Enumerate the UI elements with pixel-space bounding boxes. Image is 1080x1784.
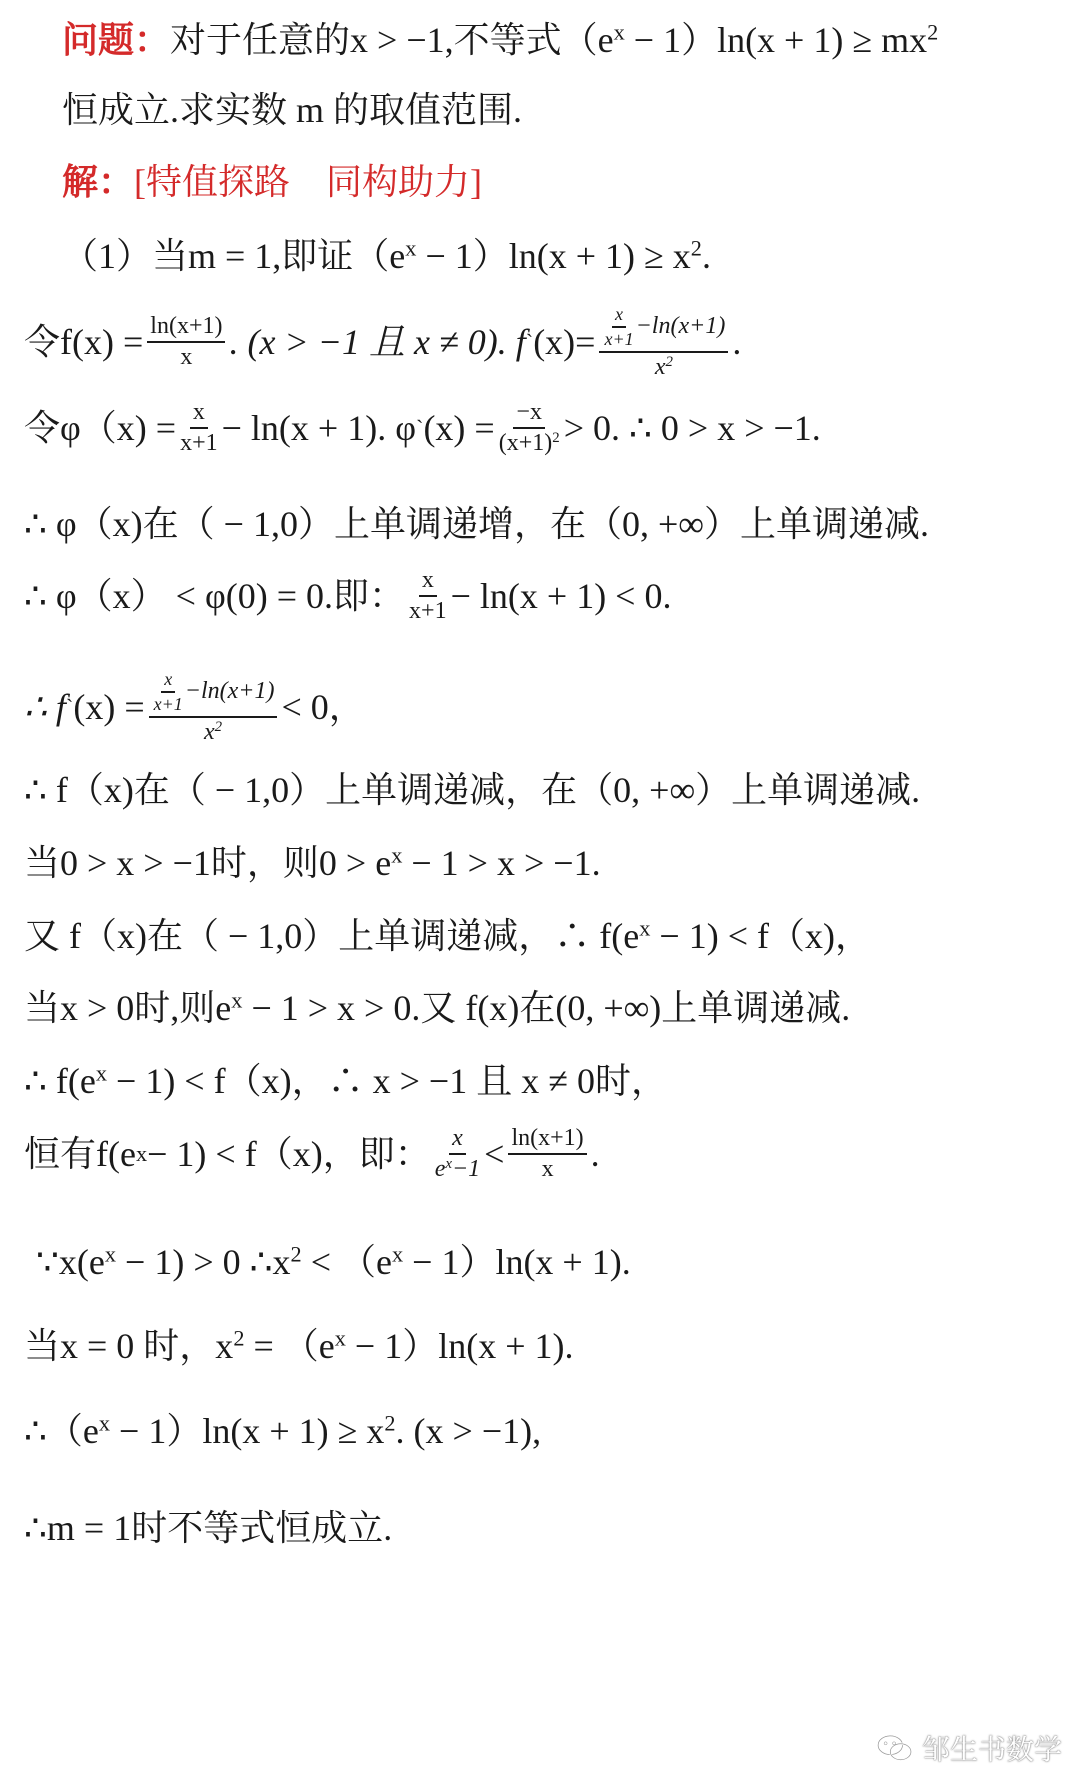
step-line-9: 又 f（x)在（ − 1,0）上单调递减，∴ $f(e^x - 1) < f(x)$， (24, 915, 871, 956)
fraction-x-over-x1: $\frac{x}{x+1}$ (180, 399, 218, 457)
fraction-derivative-b: $\frac{x}{x+1}$ −ln(x+1) $x^2$ (149, 670, 278, 745)
step-line-6: ∴ f ` (x) = $\frac{x}{x+1}$ −ln(x+1) $x^2$ < 0， (24, 669, 365, 745)
fraction-derivative: $\frac{x}{x+1}$ −ln(x+1) $x^2$ (599, 305, 728, 380)
step-line-12: 恒有f(e x − 1) < f（x)，即： $\frac{x}{e^x-1}$ < $\frac{\ln(x+1)}{x}$ . (24, 1125, 600, 1183)
step-line-5: ∴ φ（x） < φ(0) = 0.即： $\frac{x}{x+1}$ − ln(x + 1) < 0. (24, 567, 672, 625)
step-line-14: 当x = 0 时，$x^2 = (e^x - 1)\ln(x + 1)$. (24, 1325, 574, 1366)
fraction-x-over-ex: $\frac{x}{e^x-1}$ (434, 1125, 481, 1183)
fraction-ln-over-x-b: $\frac{\ln(x+1)}{x}$ (508, 1126, 586, 1182)
solution-label: 解： (62, 162, 135, 202)
solution-title: [特值探路 同构助力] (134, 162, 482, 202)
problem-label: 问题： (62, 20, 171, 60)
problem-line-2: 恒成立.求实数 m 的取值范围. (62, 90, 523, 130)
fraction-x-over-x1-b: $\frac{x}{x+1}$ (409, 567, 447, 625)
fraction-phi-derivative: $\frac{-x}{(x+1)^2}$ (498, 399, 560, 457)
step-line-3: 令φ（x) = $\frac{x}{x+1}$ − ln(x + 1). φ ` (x) = $\frac{-x}{(x+1)^2}$ > 0. ∴ 0 > x > −1. (24, 399, 821, 457)
problem-line-1: 问题：对于任意的x > −1,不等式$(e^x - 1)\ln(x + 1) \ge mx^2$ (62, 19, 939, 60)
step-line-10: 当x > 0时,则$e^x - 1 > x > 0$.又 f(x)在(0, +∞)上单调递减. (24, 987, 851, 1028)
step-line-2: 令f(x) = $\frac{\ln(x+1)}{x}$ . (x > −1 且 x ≠ 0). f ` (x)= $\frac{x}{x+1}$ −ln(x+1) $x^2$ . (24, 304, 742, 380)
step-line-13: $\because x(e^x - 1) > 0$ $\therefore x^2 < (e^x - 1)\ln(x + 1)$. (36, 1241, 631, 1282)
watermark: 邹生书数学 (876, 1728, 1062, 1768)
step-line-16: ∴m = 1时不等式恒成立. (24, 1508, 393, 1548)
step-line-7: ∴ f（x)在（ − 1,0）上单调递减，在（0, +∞）上单调递减. (24, 770, 921, 810)
step-line-11: ∴ $f(e^x - 1) < f(x)$，∴ x > −1 且 x ≠ 0时， (24, 1060, 667, 1101)
wechat-icon (876, 1733, 914, 1763)
step-line-8: 当0 > x > −1时，则$0 > e^x - 1 > x > -1$. (24, 842, 601, 883)
step-line-15: $\therefore(e^x - 1)\ln(x + 1) \ge x^2$. (x > −1), (24, 1410, 542, 1451)
fraction-ln-over-x: $\frac{\ln(x+1)}{x}$ (147, 314, 225, 370)
step-line-4: ∴ φ（x)在（ − 1,0）上单调递增，在（0, +∞）上单调递减. (24, 504, 929, 544)
solution-header (62, 164, 482, 200)
step-line-1: （1）当m = 1,即证$(e^x - 1)\ln(x + 1) \ge x^2$. (62, 235, 711, 276)
